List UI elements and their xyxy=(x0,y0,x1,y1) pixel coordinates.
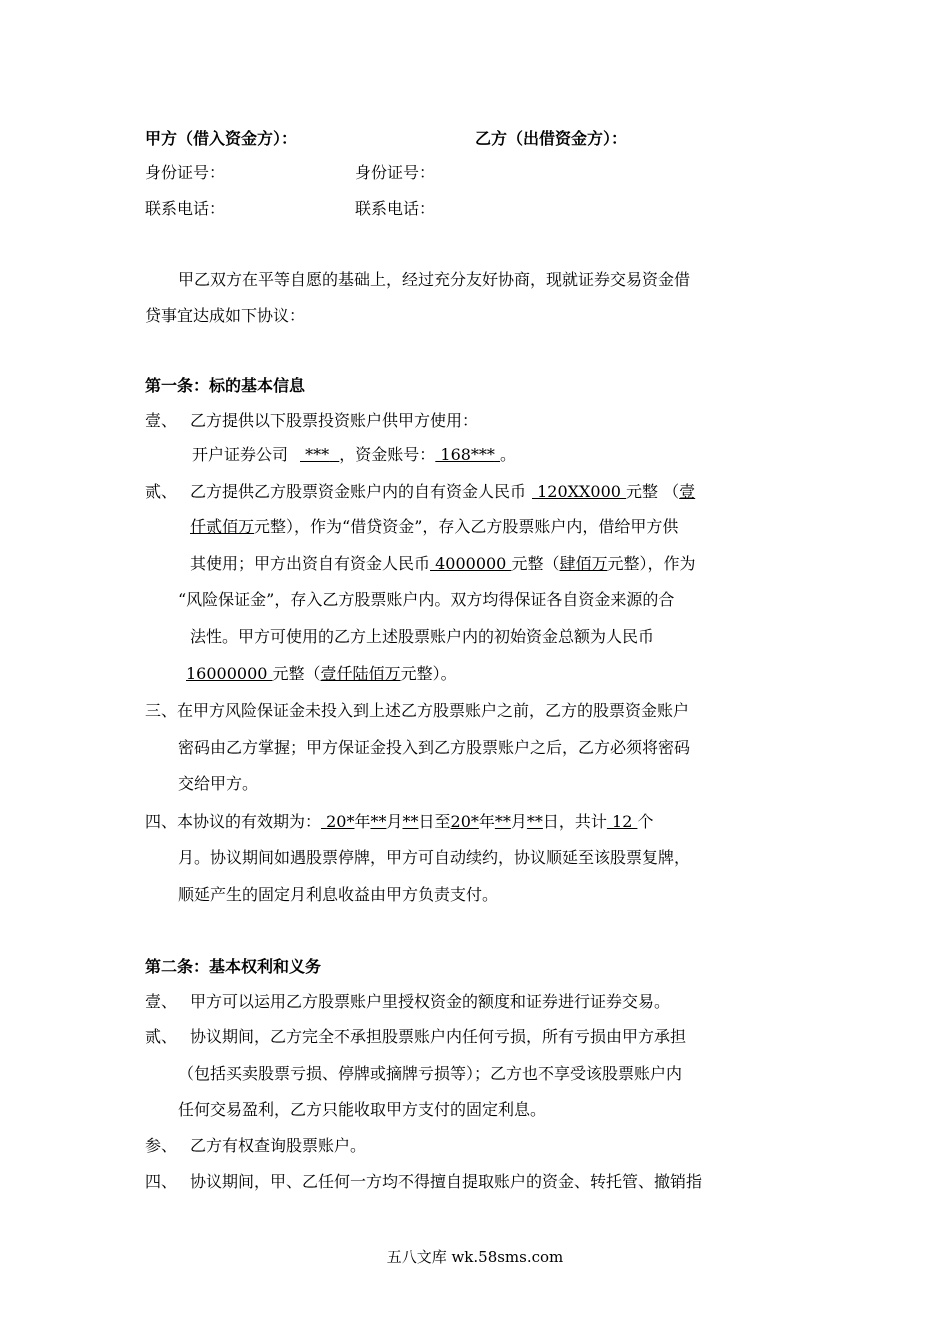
sub-label-account: ，资金账号： xyxy=(339,445,436,464)
end-day: ** xyxy=(526,812,543,831)
article-1-item-2-line-2: 仟贰佰万元整），作为“借贷资金”，存入乙方股票账户内，借给甲方供 xyxy=(190,517,679,536)
article-2-item-2-line-2: （包括买卖股票亏损、停牌或摘牌亏损等）；乙方也不享受该股票账户内 xyxy=(178,1064,683,1083)
article-1-item-1-text: 乙方提供以下股票投资账户供甲方使用： xyxy=(190,411,479,430)
article-1-item-1-sub: 开户证券公司 *** ，资金账号： 168*** 。 xyxy=(192,445,517,464)
total-amount-capital: 壹仟陆佰万 xyxy=(320,664,401,683)
article-1-item-3-line-3: 交给甲方。 xyxy=(178,774,259,793)
article-1-item-2-line-6: 16000000 元整（壹仟陆佰万元整）。 xyxy=(186,664,457,683)
total-amount-value: 16000000 xyxy=(186,664,273,683)
article-1-item-3-line-2: 密码由乙方掌握；甲方保证金投入到乙方股票账户之后，乙方必须将密码 xyxy=(178,738,691,757)
article-1-item-1-num: 壹、 xyxy=(145,411,178,430)
footer-watermark: 五八文库 wk.58sms.com xyxy=(386,1248,564,1266)
article-1-item-2-line-3: 其使用；甲方出资自有资金人民币 4000000 元整（肆佰万元整），作为 xyxy=(190,554,696,573)
end-month: ** xyxy=(494,812,511,831)
article-1-item-2-line-5: 法性。甲方可使用的乙方上述股票账户内的初始资金总额为人民币 xyxy=(190,627,655,646)
article-1-item-2-line-4: “风险保证金”，存入乙方股票账户内。双方均得保证各自资金来源的合 xyxy=(178,590,675,609)
loan-amount-value: 120XX000 xyxy=(532,482,627,501)
article-1-item-2-line-1: 乙方提供乙方股票资金账户内的自有资金人民币 120XX000 元整 （壹 xyxy=(190,482,696,501)
article-2-item-1-num: 壹、 xyxy=(145,992,178,1011)
account-number-value: 168*** xyxy=(435,445,495,464)
securities-company-value: *** xyxy=(300,445,330,464)
article-2-item-2-num: 贰、 xyxy=(145,1027,178,1046)
article-1-item-4-line-2: 月。协议期间如遇股票停牌，甲方可自动续约，协议顺延至该股票复牌， xyxy=(178,848,691,867)
intro-line-1: 甲乙双方在平等自愿的基础上，经过充分友好协商，现就证券交易资金借 xyxy=(178,270,691,289)
end-year: 20* xyxy=(450,812,479,831)
article-2-item-2-line-1: 协议期间，乙方完全不承担股票账户内任何亏损，所有亏损由甲方承担 xyxy=(190,1027,687,1046)
start-month: ** xyxy=(370,812,387,831)
article-1-item-3-line-1: 三、在甲方风险保证金未投入到上述乙方股票账户之前，乙方的股票资金账户 xyxy=(145,701,690,720)
article-1-item-2-num: 贰、 xyxy=(145,482,178,501)
article-2-item-1-text: 甲方可以运用乙方股票账户里授权资金的额度和证券进行证券交易。 xyxy=(190,992,671,1011)
start-day: ** xyxy=(402,812,419,831)
margin-amount-capital: 肆佰万 xyxy=(559,554,608,573)
article-2-item-2-line-3: 任何交易盈利，乙方只能收取甲方支付的固定利息。 xyxy=(178,1100,547,1119)
article-1-item-4-line-1: 四、本协议的有效期为： 20*年**月**日至20*年**月**日，共计 12 个 xyxy=(145,812,654,831)
party-b-phone-label: 联系电话： xyxy=(355,199,436,218)
sub-label-company: 开户证券公司 xyxy=(192,445,289,464)
start-year: 20* xyxy=(326,812,355,831)
margin-amount-value: 4000000 xyxy=(430,554,512,573)
article-1-title: 第一条：标的基本信息 xyxy=(145,376,306,395)
party-b-id-label: 身份证号： xyxy=(355,163,436,182)
article-2-title: 第二条：基本权利和义务 xyxy=(145,957,322,976)
party-b-title: 乙方（出借资金方）： xyxy=(475,129,628,148)
party-a-id-label: 身份证号： xyxy=(145,163,226,182)
party-a-title: 甲方（借入资金方）： xyxy=(145,129,298,148)
article-2-item-4-text: 协议期间，甲、乙任何一方均不得擅自提取账户的资金、转托管、撤销指 xyxy=(190,1172,703,1191)
article-1-item-4-line-3: 顺延产生的固定月利息收益由甲方负责支付。 xyxy=(178,885,499,904)
article-2-item-3-text: 乙方有权查询股票账户。 xyxy=(190,1136,367,1155)
loan-amount-capital-part1: 壹 xyxy=(679,482,696,501)
article-2-item-3-num: 参、 xyxy=(145,1136,178,1155)
article-2-item-4-num: 四、 xyxy=(145,1172,178,1191)
loan-amount-capital-part2: 仟贰佰万 xyxy=(190,517,255,536)
total-months: 12 xyxy=(606,812,638,831)
party-a-phone-label: 联系电话： xyxy=(145,199,226,218)
intro-line-2: 贷事宜达成如下协议： xyxy=(145,306,306,325)
